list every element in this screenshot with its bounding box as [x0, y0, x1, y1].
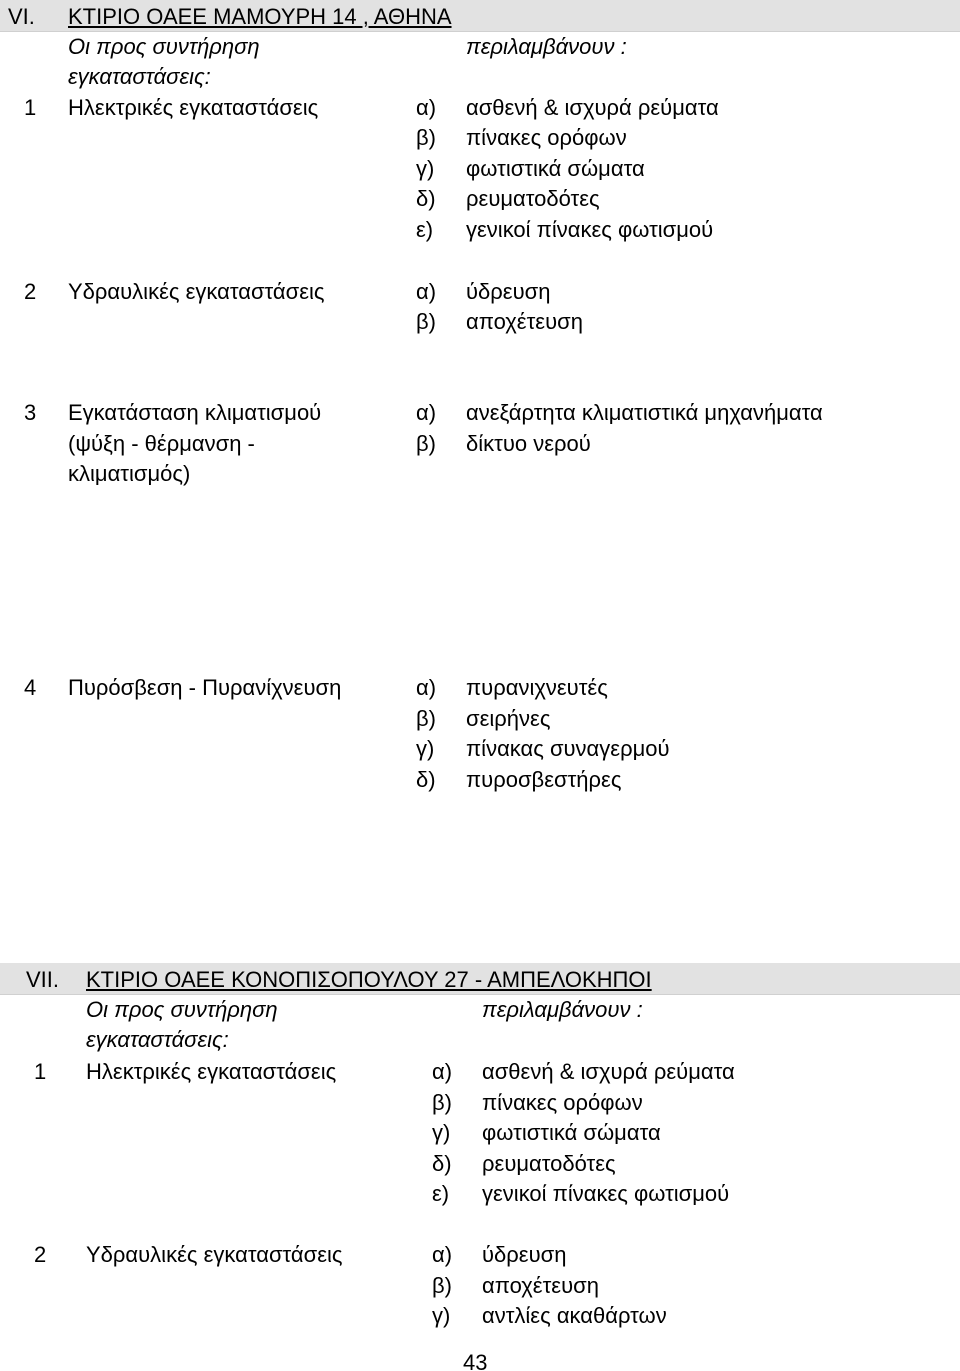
item-text: πίνακας συναγερμού [466, 736, 670, 761]
item-text: γενικοί πίνακες φωτισμού [466, 217, 714, 242]
item-letter: δ) [432, 1151, 452, 1176]
item-letter: β) [432, 1090, 452, 1115]
group-name: Εγκατάσταση κλιματισμού [68, 400, 322, 425]
item-letter: β) [416, 309, 436, 334]
section-numeral: VII. [26, 967, 60, 992]
item-letter: α) [416, 279, 437, 304]
group-name: Ηλεκτρικές εγκαταστάσεις [86, 1059, 337, 1084]
item-text: ανεξάρτητα κλιματιστικά μηχανήματα [466, 400, 823, 425]
header-left-line1: Οι προς συντήρηση [86, 997, 278, 1022]
item-text: φωτιστικά σώματα [466, 156, 645, 181]
item-letter: γ) [432, 1303, 451, 1328]
item-text: ύδρευση [482, 1242, 567, 1267]
section-title: ΚΤΙΡΙΟ ΟΑΕΕ ΚΟΝΟΠΙΣΟΠΟΥΛΟΥ 27 - ΑΜΠΕΛΟΚΗΠΟΙ [86, 967, 652, 992]
item-text: ρευματοδότες [466, 186, 600, 211]
item-letter: α) [416, 400, 437, 425]
item-letter: α) [416, 675, 437, 700]
item-text: αντλίες ακαθάρτων [482, 1303, 667, 1328]
group-name: Υδραυλικές εγκαταστάσεις [86, 1242, 343, 1267]
item-letter: β) [432, 1273, 452, 1298]
group-name: Πυρόσβεση - Πυρανίχνευση [68, 675, 342, 700]
group-number: 2 [34, 1242, 47, 1267]
item-letter: α) [432, 1059, 453, 1084]
item-text: πίνακες ορόφων [482, 1090, 643, 1115]
item-text: φωτιστικά σώματα [482, 1120, 661, 1145]
item-letter: α) [416, 95, 437, 120]
item-text: ρευματοδότες [482, 1151, 616, 1176]
item-text: αποχέτευση [482, 1273, 599, 1298]
item-letter: β) [416, 125, 436, 150]
group-name: (ψύξη - θέρμανση - [68, 431, 255, 456]
item-letter: γ) [432, 1120, 451, 1145]
group-name: Υδραυλικές εγκαταστάσεις [68, 279, 325, 304]
group-name: Ηλεκτρικές εγκαταστάσεις [68, 95, 319, 120]
item-letter: δ) [416, 186, 436, 211]
item-text: σειρήνες [466, 706, 551, 731]
item-letter: ε) [432, 1181, 450, 1206]
item-letter: β) [416, 431, 436, 456]
page-number: 43 [463, 1353, 488, 1371]
group-name: κλιματισμός) [68, 461, 191, 486]
item-text: ασθενή & ισχυρά ρεύματα [482, 1059, 735, 1084]
item-letter: δ) [416, 767, 436, 792]
header-left-line1: Οι προς συντήρηση [68, 34, 260, 59]
group-number: 2 [24, 279, 37, 304]
group-number: 1 [34, 1059, 47, 1084]
item-letter: ε) [416, 217, 434, 242]
group-number: 4 [24, 675, 37, 700]
item-text: πυροσβεστήρες [466, 767, 622, 792]
header-left-line2: εγκαταστάσεις: [86, 1027, 229, 1052]
item-text: αποχέτευση [466, 309, 583, 334]
item-text: ύδρευση [466, 279, 551, 304]
section-title: ΚΤΙΡΙΟ ΟΑΕΕ ΜΑΜΟΥΡΗ 14 , ΑΘΗΝΑ [68, 4, 452, 29]
group-number: 3 [24, 400, 37, 425]
item-text: ασθενή & ισχυρά ρεύματα [466, 95, 719, 120]
item-text: γενικοί πίνακες φωτισμού [482, 1181, 730, 1206]
group-number: 1 [24, 95, 37, 120]
header-left-line2: εγκαταστάσεις: [68, 64, 211, 89]
item-text: δίκτυο νερού [466, 431, 591, 456]
header-right: περιλαμβάνουν : [482, 997, 643, 1022]
item-letter: α) [432, 1242, 453, 1267]
item-letter: γ) [416, 736, 435, 761]
section-numeral: VI. [8, 4, 35, 29]
item-letter: β) [416, 706, 436, 731]
header-right: περιλαμβάνουν : [466, 34, 627, 59]
item-letter: γ) [416, 156, 435, 181]
item-text: πυρανιχνευτές [466, 675, 608, 700]
item-text: πίνακες ορόφων [466, 125, 627, 150]
